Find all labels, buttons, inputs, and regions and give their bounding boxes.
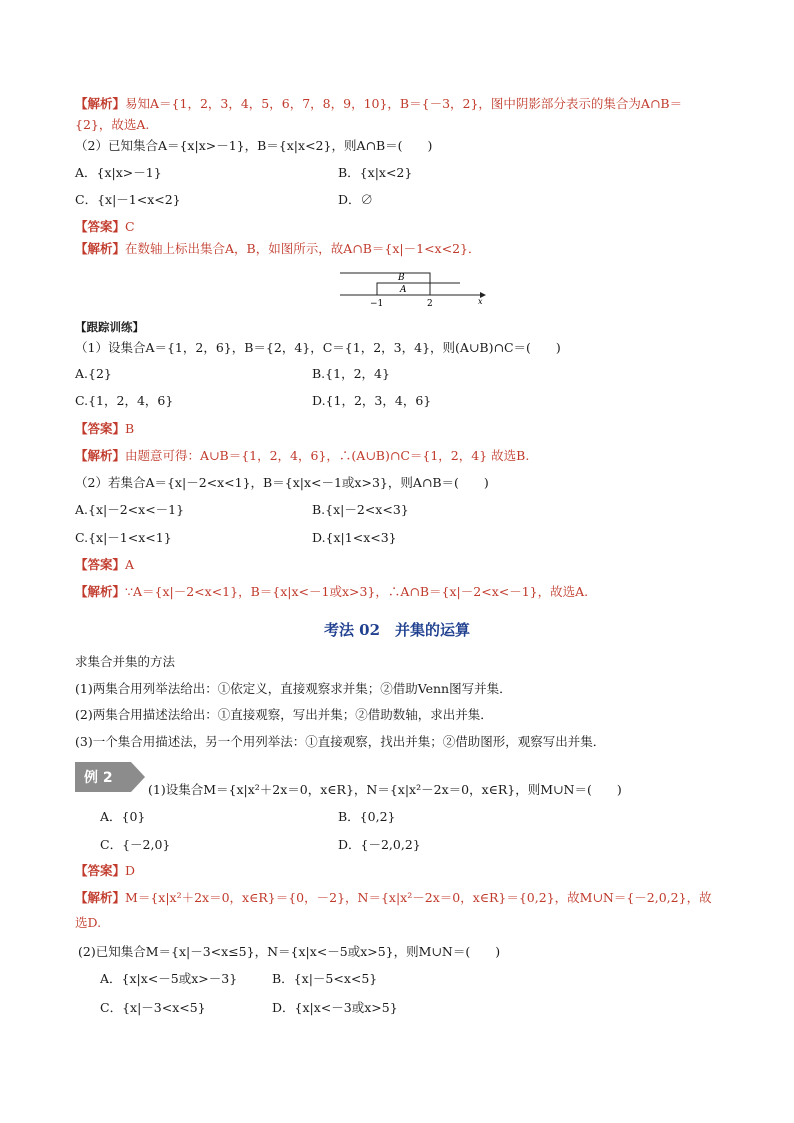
option-a: A．{0} xyxy=(100,809,146,824)
answer-line xyxy=(75,862,135,880)
tracking-question-2: （2）若集合A＝{x|－2<x<1}，B＝{x|x<－1或x>3}，则A∩B＝( ) xyxy=(75,475,489,490)
explanation-line-4 xyxy=(75,447,529,465)
explanation-text: 在数轴上标出集合A，B，如图所示，故A∩B＝{x|－1<x<2}． xyxy=(125,241,481,256)
explanation-line-5 xyxy=(75,583,588,601)
explanation-text: M＝{x|x²＋2x＝0，x∈R}＝{0，－2}，N＝{x|x²－2x＝0，x∈R}＝{0,2}，故M∪N＝{－2,0,2}，故 xyxy=(125,890,712,905)
explanation-line-6 xyxy=(75,889,712,907)
answer-line xyxy=(75,556,134,574)
explanation-tag: 【解析】 xyxy=(75,241,126,256)
number-line-diagram xyxy=(340,262,490,312)
method-line-2: (2)两集合用描述法给出：①直接观察，写出并集；②借助数轴，求出并集． xyxy=(75,707,493,722)
option-c: C．{x|－3<x<5} xyxy=(100,1000,206,1015)
tracking-title: 【跟踪训练】 xyxy=(75,320,144,334)
option-b: B．{x|x<2} xyxy=(338,165,413,180)
answer-tag: 【答案】 xyxy=(75,863,126,878)
explanation-text: 易知A＝{1，2，3，4，5，6，7，8，9，10}，B＝{－3，2}，图中阴影部分表示的集合为A∩B＝ xyxy=(125,96,683,111)
explanation-line-6-cont: 选D. xyxy=(75,915,102,930)
option-c: C.{1，2，4，6} xyxy=(75,393,174,408)
option-b: B.{1，2，4} xyxy=(312,366,390,381)
option-d: D．∅ xyxy=(338,192,374,207)
method-line-3: (3)一个集合用描述法，另一个用列举法：①直接观察，找出并集；②借助图形，观察写出并集． xyxy=(75,734,606,749)
answer-value: A xyxy=(125,557,135,572)
explanation-tag: 【解析】 xyxy=(75,448,126,463)
explanation-tag: 【解析】 xyxy=(75,584,126,599)
explanation-line-3 xyxy=(75,240,481,258)
answer-value: B xyxy=(125,421,135,436)
option-c: C．{x|－1<x<2} xyxy=(75,192,181,207)
explanation-tag: 【解析】 xyxy=(75,890,126,905)
option-a: A．{x|x>－1} xyxy=(75,165,162,180)
tick-label-2: 2 xyxy=(427,299,433,309)
tick-label-neg1: −1 xyxy=(370,299,384,309)
set-a-bracket xyxy=(377,283,460,295)
option-d: D．{－2,0,2} xyxy=(338,837,421,852)
option-b: B．{0,2} xyxy=(338,809,396,824)
explanation-tag: 【解析】 xyxy=(75,96,126,111)
option-a: A．{x|x<－5或x>－3} xyxy=(100,971,238,986)
explanation-text: ∵A＝{x|－2<x<1}，B＝{x|x<－1或x>3}，∴A∩B＝{x|－2<x<－1}，故选A. xyxy=(125,584,589,599)
answer-line xyxy=(75,420,134,438)
answer-value: D xyxy=(125,863,136,878)
option-d: D.{1，2，3，4，6} xyxy=(312,393,432,408)
method-line-1: (1)两集合用列举法给出：①依定义，直接观察求并集；②借助Venn图写并集． xyxy=(75,681,512,696)
question-2: （2）已知集合A＝{x|x>－1}，B＝{x|x<2}，则A∩B＝( ) xyxy=(75,138,433,153)
option-b: B.{x|－2<x<3} xyxy=(312,502,409,517)
set-b-bracket xyxy=(340,273,430,295)
option-a: A.{2} xyxy=(75,366,112,381)
option-c: C．{－2,0} xyxy=(100,837,171,852)
answer-tag: 【答案】 xyxy=(75,557,126,572)
answer-line xyxy=(75,218,135,236)
option-a: A.{x|－2<x<－1} xyxy=(75,502,185,517)
example-question-2: (2)已知集合M＝{x|－3<x≤5}，N＝{x|x<－5或x>5}，则M∪N＝( ) xyxy=(78,944,501,959)
example-badge-label: 例 2 xyxy=(84,770,113,786)
option-b: B．{x|－5<x<5} xyxy=(272,971,378,986)
option-c: C.{x|－1<x<1} xyxy=(75,530,172,545)
set-b-label: B xyxy=(398,273,405,283)
answer-tag: 【答案】 xyxy=(75,219,126,234)
answer-tag: 【答案】 xyxy=(75,421,126,436)
explanation-line-1 xyxy=(75,95,682,113)
axis-label-x: x xyxy=(478,297,483,306)
explanation-line-2: {2}，故选A. xyxy=(75,117,150,132)
answer-value: C xyxy=(125,219,135,234)
explanation-text: 由题意可得：A∪B＝{1，2，4，6}，∴(A∪B)∩C＝{1，2，4} 故选B. xyxy=(125,448,530,463)
set-a-label: A xyxy=(400,285,407,295)
example-question-1: (1)设集合M＝{x|x²＋2x＝0，x∈R}，N＝{x|x²－2x＝0，x∈R}，则M∪N＝( ) xyxy=(148,782,622,797)
section-heading: 考法 02 并集的运算 xyxy=(323,621,471,639)
method-title: 求集合并集的方法 xyxy=(75,654,176,669)
option-d: D．{x|x<－3或x>5} xyxy=(272,1000,398,1015)
option-d: D.{x|1<x<3} xyxy=(312,530,397,545)
tracking-question-1: （1）设集合A＝{1，2，6}，B＝{2，4}，C＝{1，2，3，4}，则(A∪B)∩C＝( ) xyxy=(75,340,561,355)
